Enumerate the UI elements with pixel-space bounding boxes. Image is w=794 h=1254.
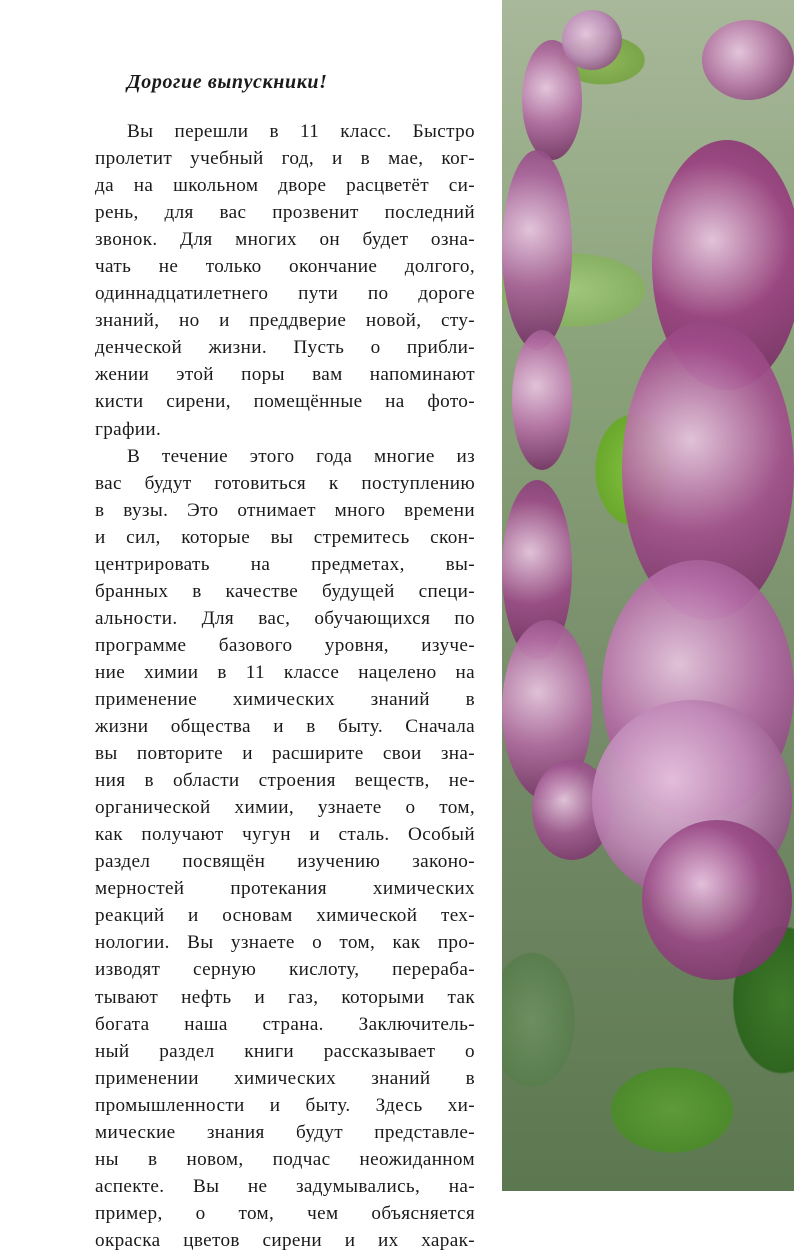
text-line: аспекте. Вы не задумывались, на- bbox=[95, 1175, 475, 1197]
lilac-cluster bbox=[702, 20, 794, 100]
text-line: пример, о том, чем объясняется bbox=[95, 1202, 475, 1224]
text-line: знаний, но и преддверие новой, сту- bbox=[95, 310, 475, 332]
text-line: альности. Для вас, обучающихся по bbox=[95, 607, 475, 629]
text-line: пролетит учебный год, и в мае, ког- bbox=[95, 148, 475, 170]
text-line: промышленности и быту. Здесь хи- bbox=[95, 1094, 475, 1116]
text-line: чать не только окончание долгого, bbox=[95, 256, 475, 278]
lilac-cluster bbox=[502, 150, 572, 350]
text-line: окраска цветов сирени и их харак- bbox=[95, 1229, 475, 1251]
text-line: денческой жизни. Пусть о прибли- bbox=[95, 337, 475, 359]
text-line: ние химии в 11 классе нацелено на bbox=[95, 661, 475, 683]
lilac-photo bbox=[502, 0, 794, 1191]
text-line: графии. bbox=[95, 418, 162, 440]
text-line: центрировать на предметах, вы- bbox=[95, 553, 475, 575]
text-line: нологии. Вы узнаете о том, как про- bbox=[95, 932, 475, 954]
page-heading: Дорогие выпускники! bbox=[127, 71, 328, 93]
text-line: применении химических знаний в bbox=[95, 1067, 475, 1089]
paragraph bbox=[95, 443, 475, 1254]
text-line: изводят серную кислоту, перераба- bbox=[95, 959, 475, 981]
text-line: бранных в качестве будущей специ- bbox=[95, 580, 475, 602]
lilac-cluster bbox=[642, 820, 792, 980]
lilac-cluster bbox=[562, 10, 622, 70]
text-line: в вузы. Это отнимает много времени bbox=[95, 499, 475, 521]
text-line: как получают чугун и сталь. Особый bbox=[95, 824, 475, 846]
text-line: рень, для вас прозвенит последний bbox=[95, 202, 475, 224]
text-line: звонок. Для многих он будет озна- bbox=[95, 229, 475, 251]
text-line: одиннадцатилетнего пути по дороге bbox=[95, 283, 475, 305]
text-line: применение химических знаний в bbox=[95, 688, 475, 710]
text-line: ния в области строения веществ, не- bbox=[95, 770, 475, 792]
text-line: мические знания будут представле- bbox=[95, 1121, 475, 1143]
lilac-cluster bbox=[512, 330, 572, 470]
text-line: раздел посвящён изучению законо- bbox=[95, 851, 475, 873]
text-line: вас будут готовиться к поступлению bbox=[95, 472, 475, 494]
text-line: жении этой поры вам напоминают bbox=[95, 364, 475, 386]
text-line: органической химии, узнаете о том, bbox=[95, 797, 475, 819]
paragraph bbox=[95, 118, 475, 443]
text-line: программе базового уровня, изуче- bbox=[95, 634, 475, 656]
text-column bbox=[95, 62, 475, 1251]
text-line: жизни общества и в быту. Сначала bbox=[95, 716, 475, 738]
text-line: реакций и основам химической тех- bbox=[95, 905, 475, 927]
body-text bbox=[95, 118, 475, 1254]
text-line: В течение этого года многие из bbox=[127, 445, 475, 467]
text-line: тывают нефть и газ, которыми так bbox=[95, 986, 475, 1008]
text-line: ны в новом, подчас неожиданном bbox=[95, 1148, 475, 1170]
text-line: ный раздел книги рассказывает о bbox=[95, 1040, 475, 1062]
text-line: вы повторите и расширите свои зна- bbox=[95, 743, 475, 765]
text-line: Вы перешли в 11 класс. Быстро bbox=[127, 121, 475, 142]
text-line: да на школьном дворе расцветёт си- bbox=[95, 175, 475, 197]
text-line: мерностей протекания химических bbox=[95, 878, 475, 900]
text-line: кисти сирени, помещённые на фото- bbox=[95, 391, 475, 413]
text-line: и сил, которые вы стремитесь скон- bbox=[95, 526, 475, 548]
text-line: богата наша страна. Заключитель- bbox=[95, 1013, 475, 1035]
